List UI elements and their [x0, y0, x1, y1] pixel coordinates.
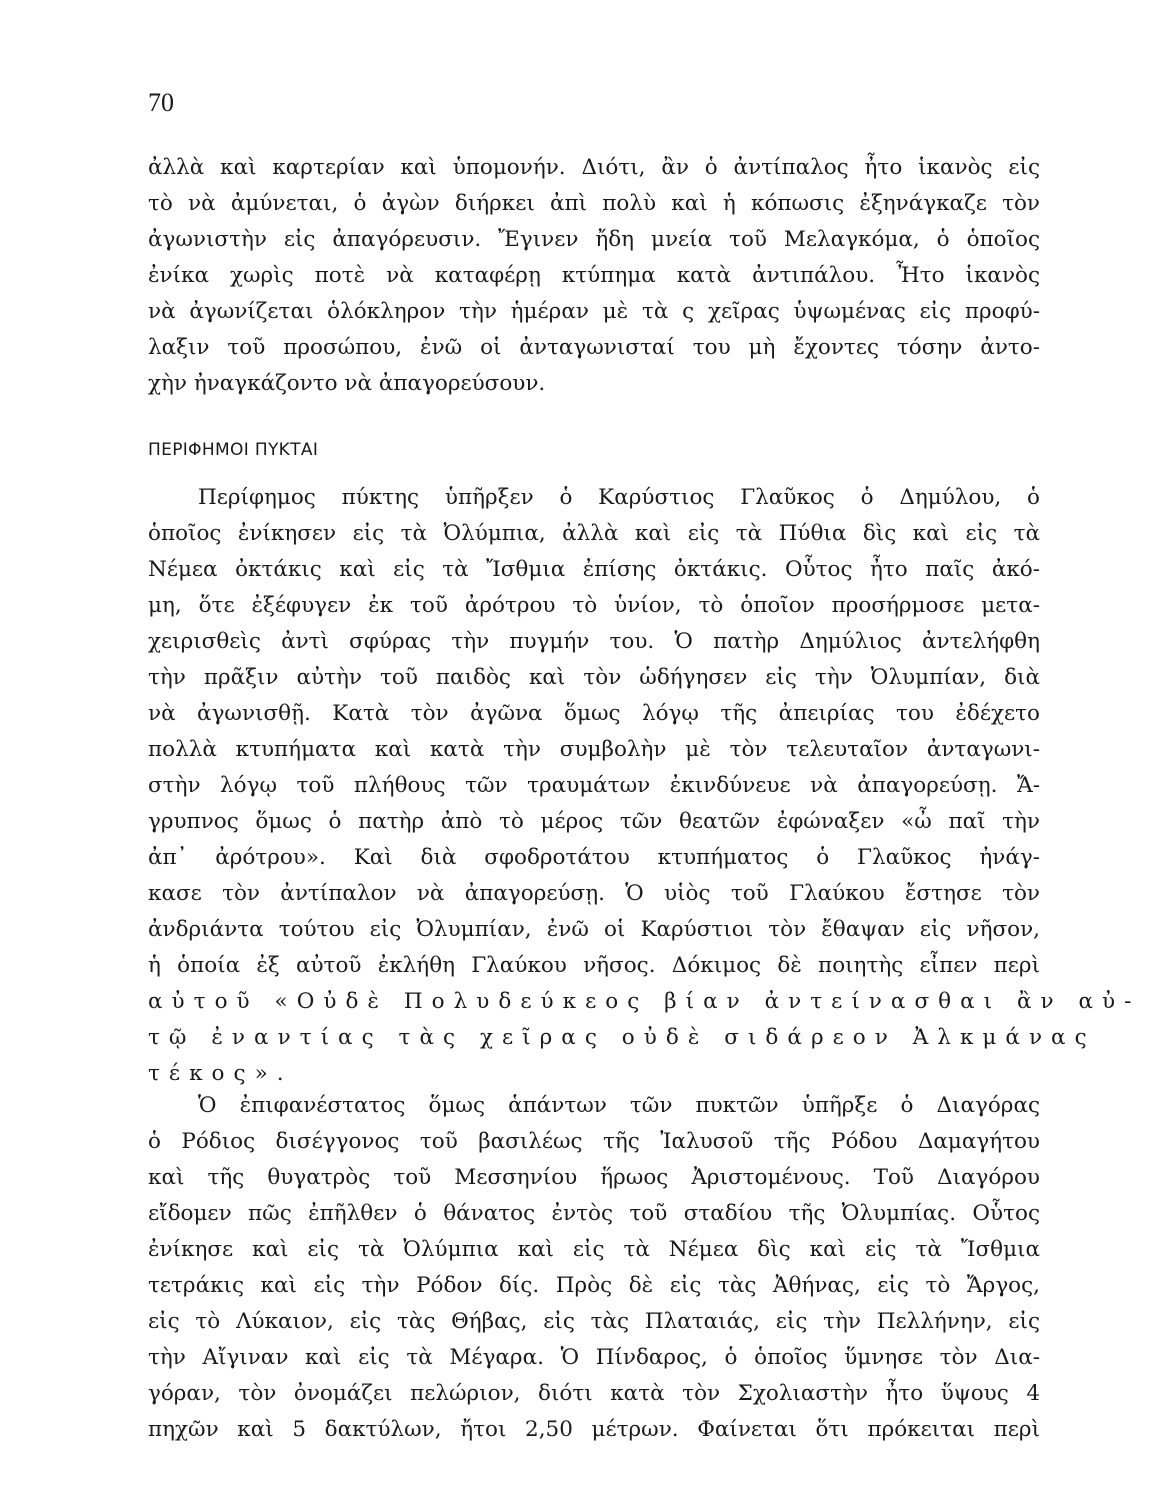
text-line-spaced: τῷ ἐναντίας τὰς χεῖρας οὐδὲ σιδάρεον Ἀλκμάνας — [148, 1025, 1096, 1050]
text-line: μη, ὅτε ἐξέφυγεν ἐκ τοῦ ἀρότρου τὸ ὑνίον, τὸ ὁποῖον προσήρμοσε μετα- — [148, 593, 1040, 618]
text-line: νὰ ἀγωνισθῇ. Κατὰ τὸν ἀγῶνα ὅμως λόγῳ τῆς ἀπειρίας του ἐδέχετο — [148, 701, 1040, 726]
section-heading: ΠΕΡΙΦΗΜΟΙ ΠΥΚΤΑΙ — [148, 440, 319, 460]
text-line: τετράκις καὶ εἰς τὴν Ρόδον δίς. Πρὸς δὲ εἰς τὰς Ἀθήνας, εἰς τὸ Ἄργος, — [148, 1273, 1040, 1298]
text-line: χὴν ἠναγκάζοντο νὰ ἀπαγορεύσουν. — [148, 371, 546, 396]
text-line: ἀγωνιστὴν εἰς ἀπαγόρευσιν. Ἔγινεν ἤδη μνεία τοῦ Μελαγκόμα, ὁ ὁποῖος — [148, 227, 1040, 252]
text-line-spaced: τέκος». — [148, 1061, 293, 1086]
text-line: τὴν πρᾶξιν αὐτὴν τοῦ παιδὸς καὶ τὸν ὡδήγησεν εἰς τὴν Ὀλυμπίαν, διὰ — [148, 665, 1040, 690]
text-line: ἡ ὁποία ἐξ αὐτοῦ ἐκλήθη Γλαύκου νῆσος. Δόκιμος δὲ ποιητὴς εἶπεν περὶ — [148, 953, 1040, 978]
text-line: ἀλλὰ καὶ καρτερίαν καὶ ὑπομονήν. Διότι, ἂν ὁ ἀντίπαλος ἦτο ἱκανὸς εἰς — [148, 155, 1040, 180]
text-line: γρυπνος ὅμως ὁ πατὴρ ἀπὸ τὸ μέρος τῶν θεατῶν ἐφώναξεν «ὦ παῖ τὴν — [148, 809, 1040, 834]
text-line: τὸ νὰ ἀμύνεται, ὁ ἀγὼν διήρκει ἀπὶ πολὺ καὶ ἡ κόπωσις ἐξηνάγκαζε τὸν — [148, 191, 1040, 216]
text-line: Ὁ ἐπιφανέστατος ὅμως ἁπάντων τῶν πυκτῶν ὑπῆρξε ὁ Διαγόρας — [198, 1093, 1040, 1118]
text-line: καὶ τῆς θυγατρὸς τοῦ Μεσσηνίου ἥρωος Ἀριστομένους. Τοῦ Διαγόρου — [148, 1165, 1040, 1190]
text-line: ὁποῖος ἐνίκησεν εἰς τὰ Ὀλύμπια, ἀλλὰ καὶ εἰς τὰ Πύθια δὶς καὶ εἰς τὰ — [148, 521, 1040, 546]
text-line: πολλὰ κτυπήματα καὶ κατὰ τὴν συμβολὴν μὲ τὸν τελευταῖον ἀνταγωνι- — [148, 737, 1040, 762]
text-line: στὴν λόγῳ τοῦ πλήθους τῶν τραυμάτων ἐκινδύνευε νὰ ἀπαγορεύσῃ. Ἄ- — [148, 773, 1040, 798]
page-number: 70 — [148, 88, 174, 117]
intro-paragraph — [148, 150, 1040, 402]
text-line: τὴν Αἴγιναν καὶ εἰς τὰ Μέγαρα. Ὁ Πίνδαρος, ὁ ὁποῖος ὕμνησε τὸν Δια- — [148, 1345, 1040, 1370]
text-line: ἀνδριάντα τούτου εἰς Ὀλυμπίαν, ἐνῶ οἱ Καρύστιοι τὸν ἔθαψαν εἰς νῆσον, — [148, 917, 1040, 942]
text-line: ἐνίκα χωρὶς ποτὲ νὰ καταφέρῃ κτύπημα κατὰ ἀντιπάλου. Ἦτο ἱκανὸς — [148, 263, 1040, 288]
text-line: κασε τὸν ἀντίπαλον νὰ ἀπαγορεύσῃ. Ὁ υἱὸς τοῦ Γλαύκου ἔστησε τὸν — [148, 881, 1040, 906]
text-line: εἰς τὸ Λύκαιον, εἰς τὰς Θήβας, εἰς τὰς Πλαταιάς, εἰς τὴν Πελλήνην, εἰς — [148, 1309, 1040, 1334]
text-line: ἀπ᾽ ἀρότρου». Καὶ διὰ σφοδροτάτου κτυπήματος ὁ Γλαῦκος ἠνάγ- — [148, 845, 1040, 870]
text-line: Νέμεα ὀκτάκις καὶ εἰς τὰ Ἴσθμια ἐπίσης ὀκτάκις. Οὗτος ἦτο παῖς ἀκό- — [148, 557, 1040, 582]
text-line: χειρισθεὶς ἀντὶ σφύρας τὴν πυγμήν του. Ὁ πατὴρ Δημύλιος ἀντελήφθη — [148, 629, 1040, 654]
glaukos-paragraph — [148, 480, 1141, 1092]
text-line: ἐνίκησε καὶ εἰς τὰ Ὀλύμπια καὶ εἰς τὰ Νέμεα δὶς καὶ εἰς τὰ Ἴσθμια — [148, 1237, 1040, 1262]
text-line: γόραν, τὸν ὀνομάζει πελώριον, διότι κατὰ τὸν Σχολιαστὴν ἦτο ὕψους 4 — [148, 1381, 1040, 1406]
text-line: Περίφημος πύκτης ὑπῆρξεν ὁ Καρύστιος Γλαῦκος ὁ Δημύλου, ὁ — [198, 485, 1040, 510]
text-line: λαξιν τοῦ προσώπου, ἐνῶ οἱ ἀνταγωνισταί του μὴ ἔχοντες τόσην ἀντο- — [148, 335, 1040, 360]
text-line: πηχῶν καὶ 5 δακτύλων, ἤτοι 2,50 μέτρων. Φαίνεται ὅτι πρόκειται περὶ — [148, 1417, 1040, 1442]
diagoras-paragraph — [148, 1088, 1040, 1448]
text-line: ὁ Ρόδιος δισέγγονος τοῦ βασιλέως τῆς Ἰαλυσοῦ τῆς Ρόδου Δαμαγήτου — [148, 1129, 1040, 1154]
text-line: νὰ ἀγωνίζεται ὁλόκληρον τὴν ἡμέραν μὲ τὰ ς χεῖρας ὑψωμένας εἰς προφύ- — [148, 299, 1040, 324]
text-line: εἴδομεν πῶς ἐπῆλθεν ὁ θάνατος ἐντὸς τοῦ σταδίου τῆς Ὀλυμπίας. Οὗτος — [148, 1201, 1040, 1226]
text-line-spaced: αὐτοῦ «Οὐδὲ Πολυδεύκεος βίαν ἀντείνασθαι ἂν αὐ- — [148, 989, 1141, 1014]
